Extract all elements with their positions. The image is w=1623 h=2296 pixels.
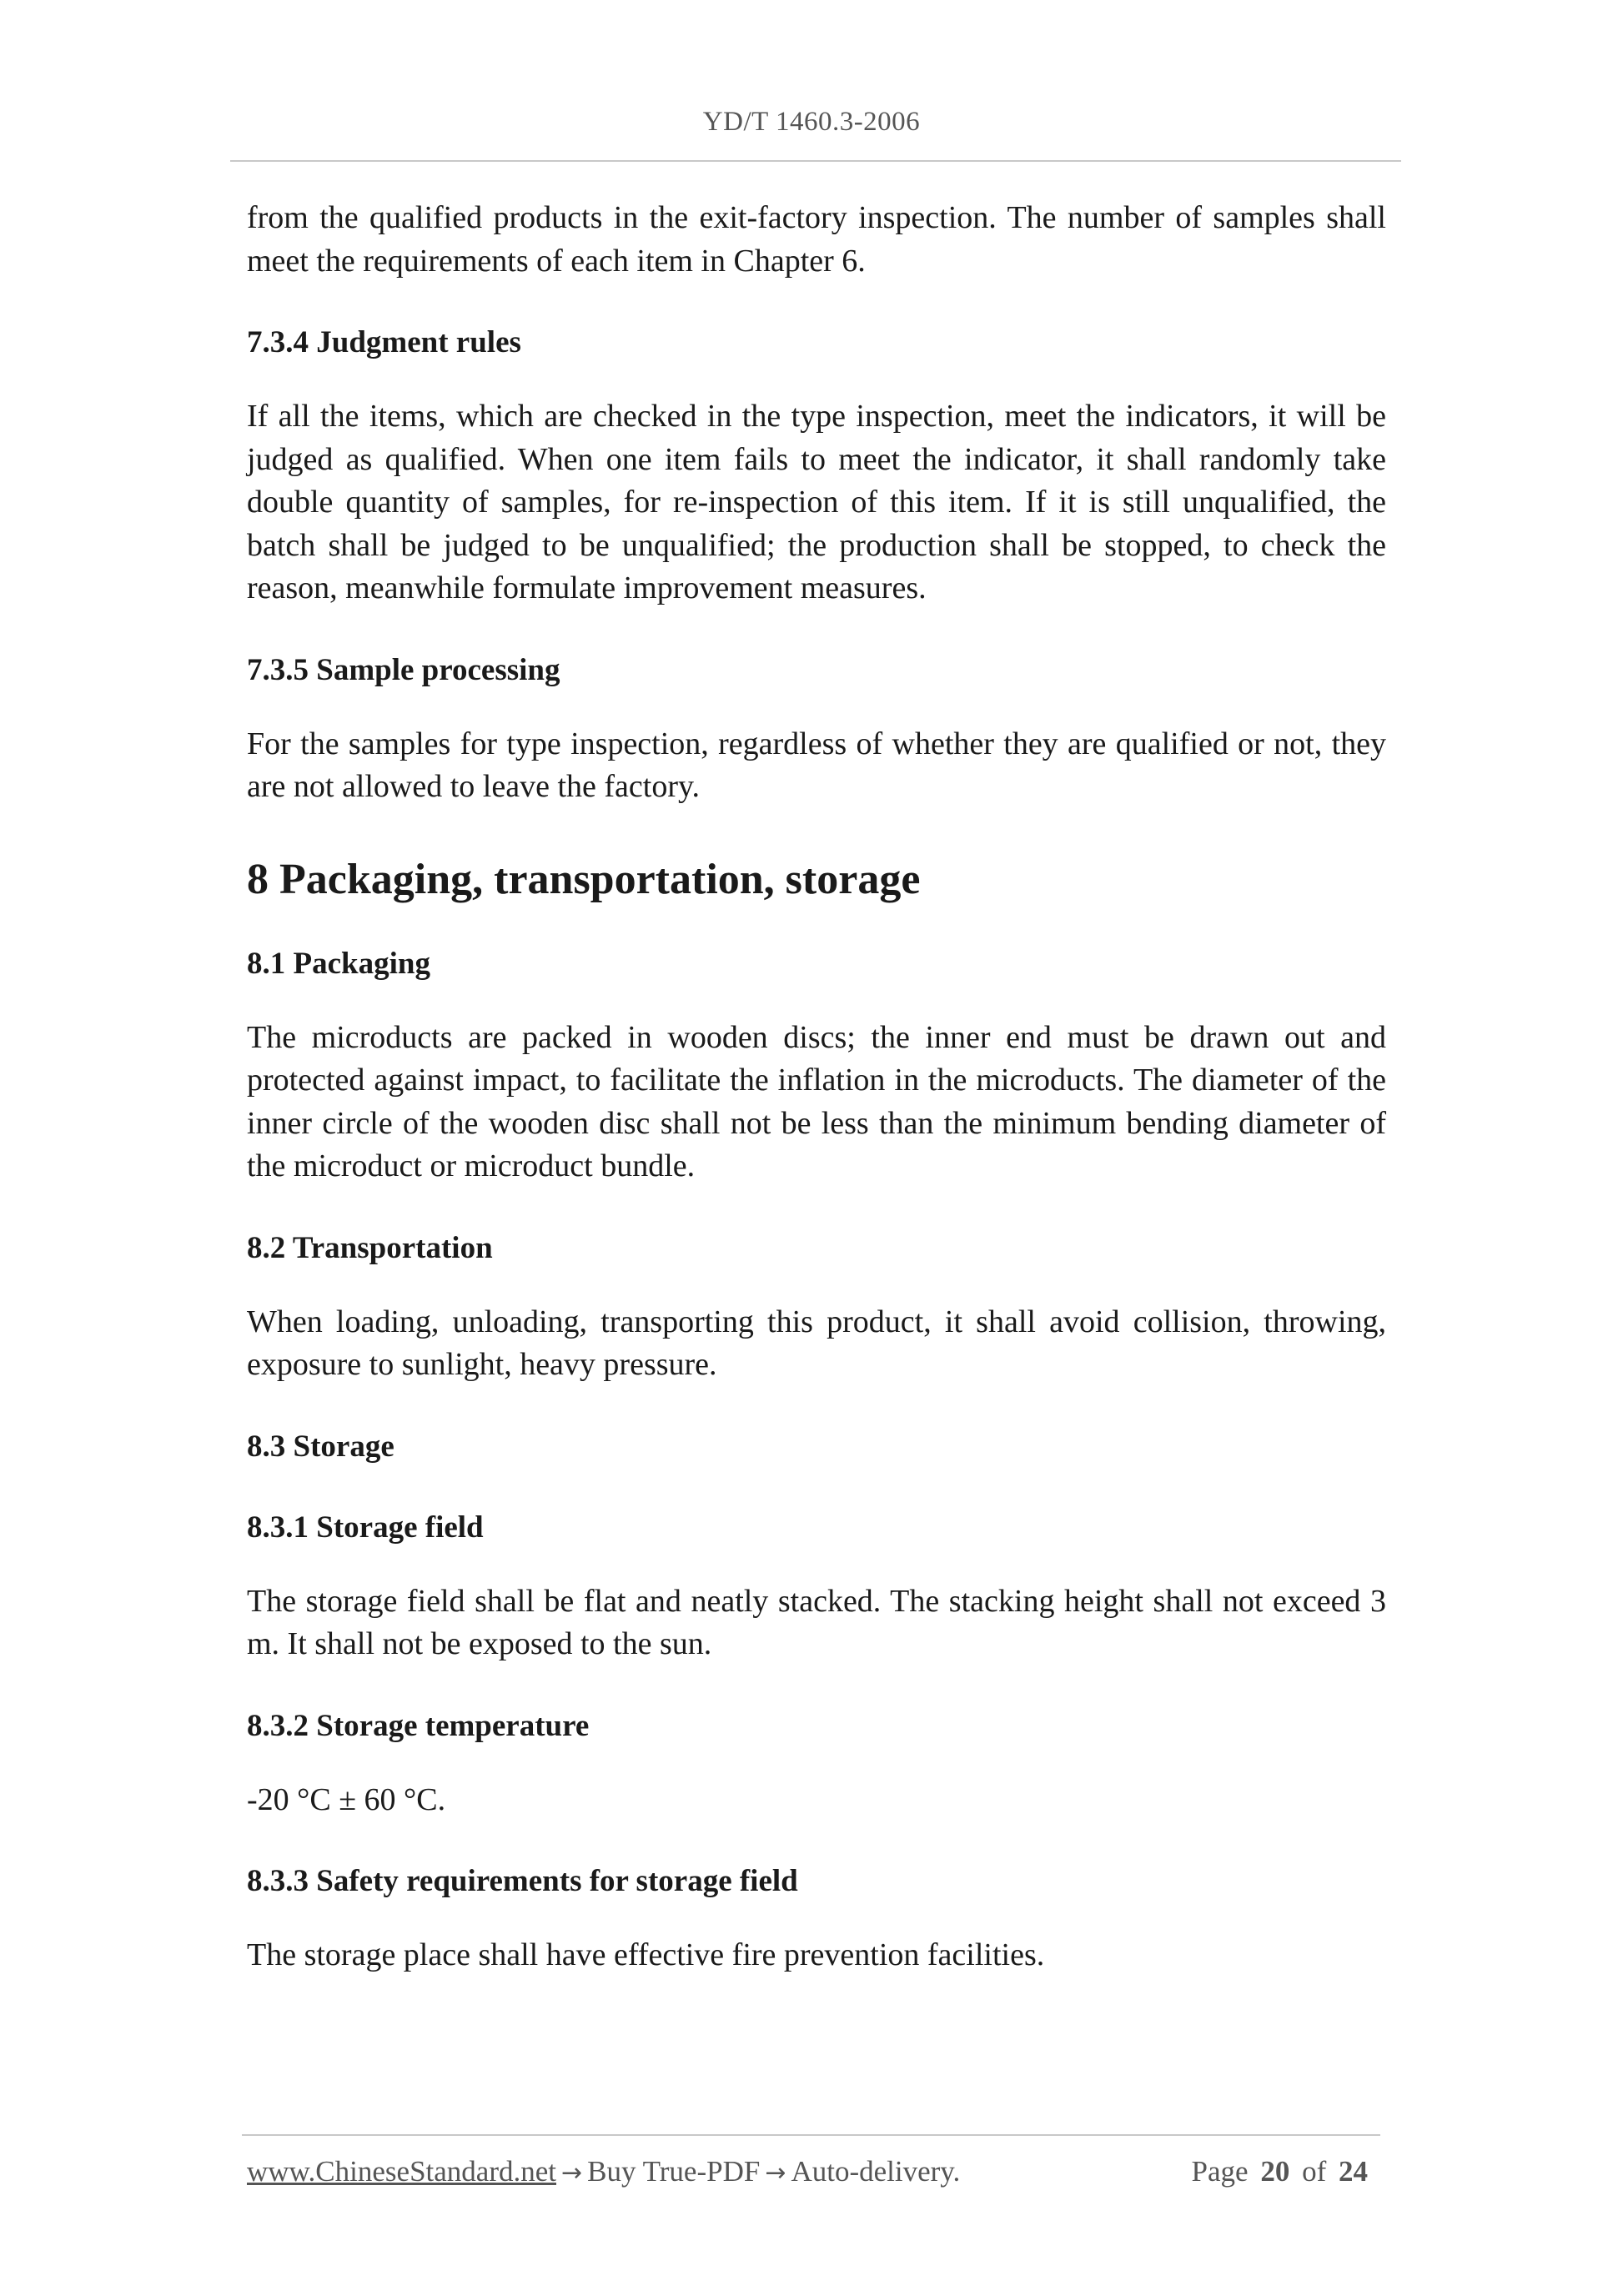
page-of-label: of <box>1302 2155 1327 2188</box>
paragraph-7-3-4: If all the items, which are checked in the type inspection, meet the indicators, it will be judged as qualified. When one item fails to meet the indicator, it shall randomly take double quantity of samples, for re-inspection of this item. If it is still unqualified, the batch shall be judged to be unqualified; the production shall be stopped, to check the reason, meanwhile formulate improvement measures. <box>247 399 1386 605</box>
paragraph-8-3-1: The storage field shall be flat and neatly stacked. The stacking height shall not exceed 3 m. It shall not be exposed to the sun. <box>247 1583 1386 1661</box>
page-total: 24 <box>1339 2155 1368 2188</box>
heading-chapter-8: 8 Packaging, transportation, storage <box>247 855 921 903</box>
arrow-right-icon: → <box>765 2158 786 2188</box>
header-divider <box>230 160 1401 162</box>
page-footer <box>247 2155 1373 2188</box>
page-label: Page <box>1191 2155 1249 2188</box>
buy-true-pdf-text: Buy True-PDF <box>587 2155 761 2188</box>
paragraph-intro: from the qualified products in the exit-factory inspection. The number of samples shall meet the requirements of each item in Chapter 6. <box>247 200 1386 279</box>
heading-7-3-5: 7.3.5 Sample processing <box>247 652 560 687</box>
heading-8-1: 8.1 Packaging <box>247 946 430 981</box>
site-link[interactable]: www.ChineseStandard.net <box>247 2155 556 2188</box>
arrow-right-icon: → <box>561 2158 583 2188</box>
footer-promo <box>247 2155 960 2188</box>
page-current: 20 <box>1260 2155 1290 2188</box>
paragraph-8-3-3: The storage place shall have effective fire prevention facilities. <box>247 1937 1045 1972</box>
running-header: YD/T 1460.3-2006 <box>702 107 921 137</box>
heading-8-3-1: 8.3.1 Storage field <box>247 1510 484 1545</box>
footer-divider <box>242 2134 1380 2136</box>
heading-8-2: 8.2 Transportation <box>247 1230 493 1265</box>
heading-7-3-4: 7.3.4 Judgment rules <box>247 325 521 359</box>
heading-8-3-2: 8.3.2 Storage temperature <box>247 1708 590 1743</box>
paragraph-7-3-5: For the samples for type inspection, regardless of whether they are qualified or not, they are not allowed to leave the factory. <box>247 726 1386 804</box>
paragraph-8-1: The microducts are packed in wooden discs; the inner end must be drawn out and protected against impact, to facilitate the inflation in the microducts. The diameter of the inner circle of the wooden disc shall not be less than the minimum bending diameter of the microduct or microduct bundle. <box>247 1019 1386 1183</box>
heading-8-3: 8.3 Storage <box>247 1429 394 1464</box>
page-content <box>247 197 1386 1977</box>
paragraph-8-2: When loading, unloading, transporting this product, it shall avoid collision, throwing, exposure to sunlight, heavy pressure. <box>247 1304 1386 1382</box>
heading-8-3-3: 8.3.3 Safety requirements for storage field <box>247 1864 798 1898</box>
page-number <box>1192 2155 1373 2188</box>
auto-delivery-text: Auto-delivery. <box>791 2155 961 2188</box>
paragraph-8-3-2: -20 °C ± 60 °C. <box>247 1781 446 1817</box>
